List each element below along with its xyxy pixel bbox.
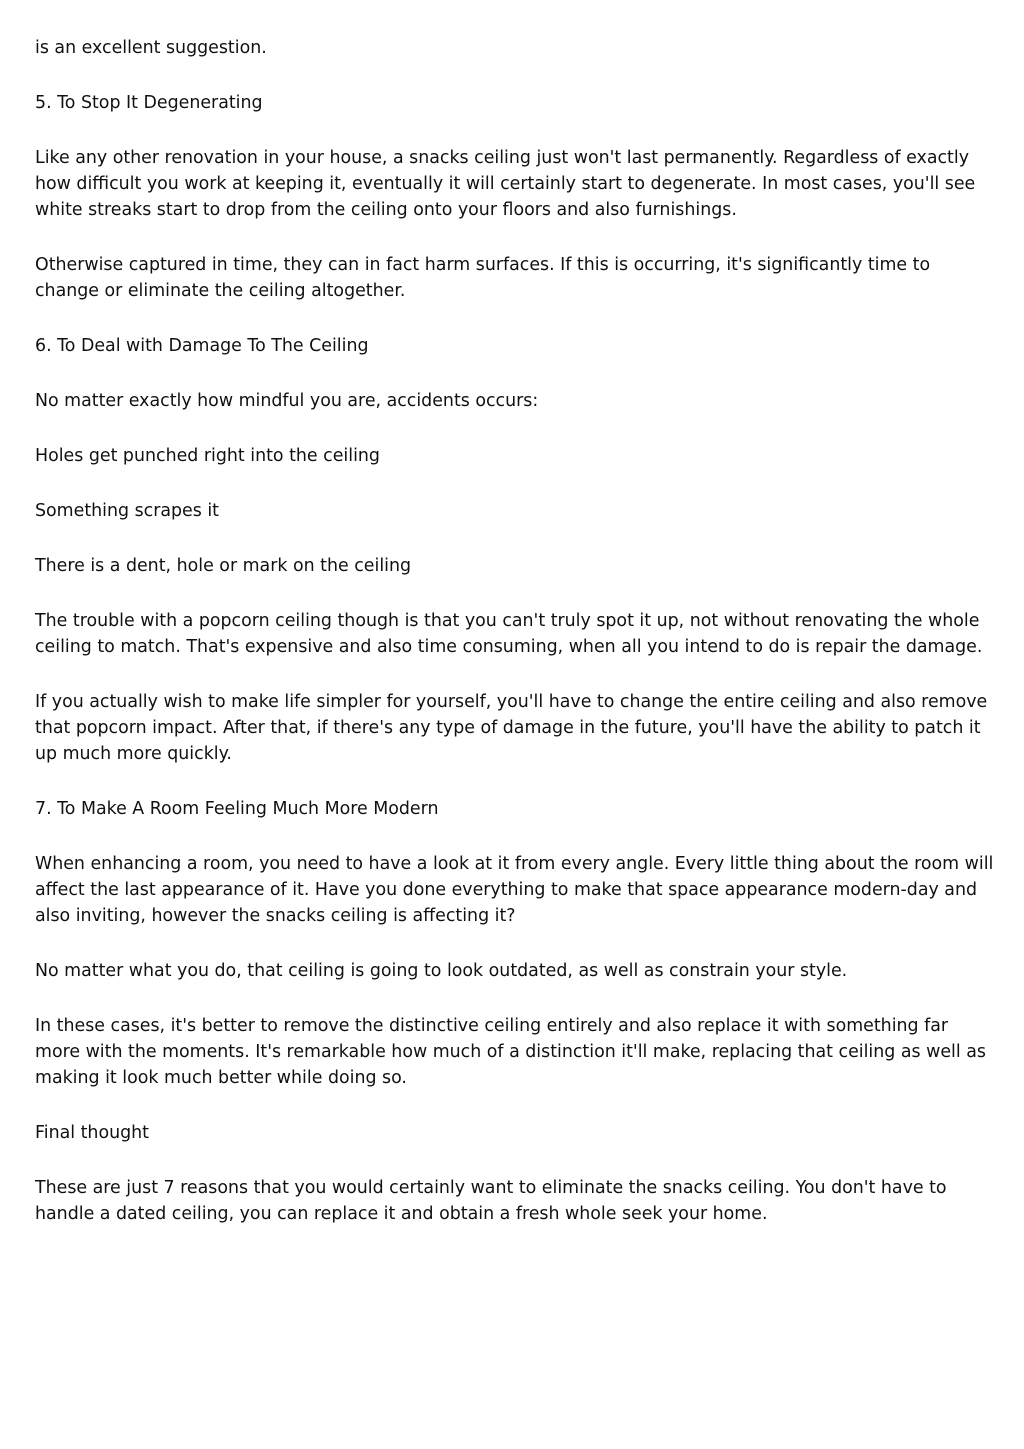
- list-line: There is a dent, hole or mark on the ceiling: [35, 556, 412, 576]
- paragraph: No matter exactly how mindful you are, accidents occurs:: [35, 391, 539, 411]
- document-body: [35, 35, 995, 1256]
- paragraph: If you actually wish to make life simpler for yourself, you'll have to change the entire ceiling and also remove that popcorn impact. After that, if there's any type of damage in the future, you'll have the ability to patch it up much more quickly.: [35, 692, 988, 764]
- list-line: Something scrapes it: [35, 501, 219, 521]
- paragraph: Like any other renovation in your house, a snacks ceiling just won't last permanently. Regardless of exactly how difficult you work at keeping it, eventually it will certainly start to degenerate. In most cases, you'll see white streaks start to drop from the ceiling onto your floors and also furnishings.: [35, 148, 976, 220]
- section-heading-7: 7. To Make A Room Feeling Much More Modern: [35, 799, 439, 819]
- paragraph: Otherwise captured in time, they can in fact harm surfaces. If this is occurring, it's significantly time to change or eliminate the ceiling altogether.: [35, 255, 931, 301]
- paragraph-continuation: is an excellent suggestion.: [35, 38, 267, 58]
- paragraph: No matter what you do, that ceiling is going to look outdated, as well as constrain your style.: [35, 961, 848, 981]
- section-heading-5: 5. To Stop It Degenerating: [35, 93, 263, 113]
- paragraph: When enhancing a room, you need to have a look at it from every angle. Every little thing about the room will affect the last appearance of it. Have you done everything to make that space appearance modern-day and also inviting, however the snacks ceiling is affecting it?: [35, 854, 994, 926]
- paragraph: In these cases, it's better to remove the distinctive ceiling entirely and also replace it with something far more with the moments. It's remarkable how much of a distinction it'll make, replacing that ceiling as well as making it look much better while doing so.: [35, 1016, 986, 1088]
- paragraph: The trouble with a popcorn ceiling though is that you can't truly spot it up, not without renovating the whole ceiling to match. That's expensive and also time consuming, when all you intend to do is repair the damage.: [35, 611, 983, 657]
- paragraph: These are just 7 reasons that you would certainly want to eliminate the snacks ceiling. You don't have to handle a dated ceiling, you can replace it and obtain a fresh whole seek your home.: [35, 1178, 947, 1224]
- list-line: Holes get punched right into the ceiling: [35, 446, 380, 466]
- section-heading-6: 6. To Deal with Damage To The Ceiling: [35, 336, 369, 356]
- section-heading-final: Final thought: [35, 1123, 149, 1143]
